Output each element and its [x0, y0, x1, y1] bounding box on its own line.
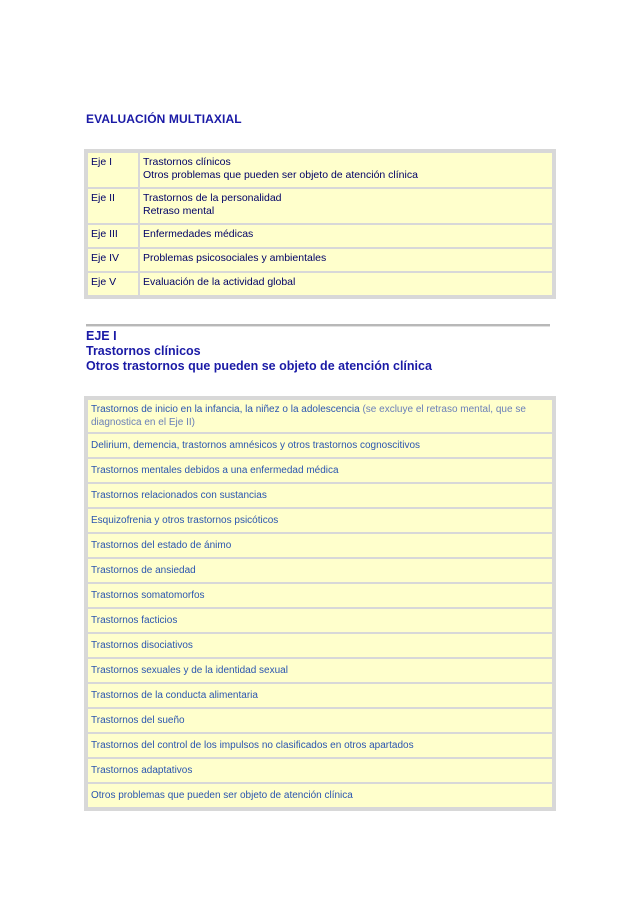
table-row [88, 734, 552, 757]
disorder-link[interactable]: Trastornos facticios [88, 609, 552, 632]
axis-description [140, 153, 552, 187]
disorders-table [84, 396, 556, 811]
disorder-link[interactable]: Trastornos de la conducta alimentaria [88, 684, 552, 707]
disorder-link[interactable] [88, 400, 552, 432]
table-row [88, 684, 552, 707]
table-row [88, 609, 552, 632]
section-heading-line: EJE I [86, 329, 117, 343]
disorder-link[interactable]: Trastornos mentales debidos a una enfermedad médica [88, 459, 552, 482]
section-heading [86, 329, 432, 374]
disorder-link[interactable]: Trastornos sexuales y de la identidad sexual [88, 659, 552, 682]
disorder-link[interactable]: Trastornos del control de los impulsos no clasificados en otros apartados [88, 734, 552, 757]
table-row [88, 189, 552, 223]
table-row [88, 273, 552, 295]
table-row [88, 400, 552, 432]
section-heading-line: Trastornos clínicos [86, 344, 201, 358]
axis-line: Retraso mental [143, 205, 215, 217]
disorder-link[interactable]: Trastornos de ansiedad [88, 559, 552, 582]
axis-description: Evaluación de la actividad global [140, 273, 552, 295]
axis-description [140, 189, 552, 223]
axis-code: Eje II [88, 189, 138, 223]
table-row [88, 784, 552, 807]
table-row [88, 659, 552, 682]
disorder-link[interactable]: Trastornos somatomorfos [88, 584, 552, 607]
axis-code: Eje I [88, 153, 138, 187]
section-heading-line: Otros trastornos que pueden se objeto de atención clínica [86, 359, 432, 373]
disorder-link[interactable]: Trastornos del sueño [88, 709, 552, 732]
page-title: EVALUACIÓN MULTIAXIAL [86, 112, 242, 126]
disorder-link[interactable]: Trastornos del estado de ánimo [88, 534, 552, 557]
table-row [88, 434, 552, 457]
disorder-link[interactable]: Delirium, demencia, trastornos amnésicos y otros trastornos cognoscitivos [88, 434, 552, 457]
table-row [88, 709, 552, 732]
table-row [88, 559, 552, 582]
table-row [88, 509, 552, 532]
table-row [88, 759, 552, 782]
disorder-link[interactable]: Otros problemas que pueden ser objeto de atención clínica [88, 784, 552, 807]
table-row [88, 153, 552, 187]
disorder-link[interactable]: Trastornos adaptativos [88, 759, 552, 782]
table-row [88, 249, 552, 271]
axis-line: Trastornos de la personalidad [143, 192, 282, 204]
axis-line: Trastornos clínicos [143, 156, 231, 168]
axis-code: Eje V [88, 273, 138, 295]
disorder-link[interactable]: Esquizofrenia y otros trastornos psicóticos [88, 509, 552, 532]
axis-description: Problemas psicosociales y ambientales [140, 249, 552, 271]
axis-code: Eje IV [88, 249, 138, 271]
table-row [88, 459, 552, 482]
table-row [88, 484, 552, 507]
table-row [88, 634, 552, 657]
table-row [88, 534, 552, 557]
disorder-text[interactable]: Trastornos de inicio en la infancia, la niñez o la adolescencia [91, 404, 360, 415]
table-row [88, 584, 552, 607]
table-row [88, 225, 552, 247]
disorder-link[interactable]: Trastornos relacionados con sustancias [88, 484, 552, 507]
disorder-note: (se excluye el retraso mental, que se diagnostica en el Eje II) [91, 404, 526, 428]
multiaxial-table [84, 149, 556, 299]
axis-code: Eje III [88, 225, 138, 247]
axis-description: Enfermedades médicas [140, 225, 552, 247]
axis-line: Otros problemas que pueden ser objeto de atención clínica [143, 169, 418, 181]
section-divider [86, 324, 550, 327]
disorder-link[interactable]: Trastornos disociativos [88, 634, 552, 657]
